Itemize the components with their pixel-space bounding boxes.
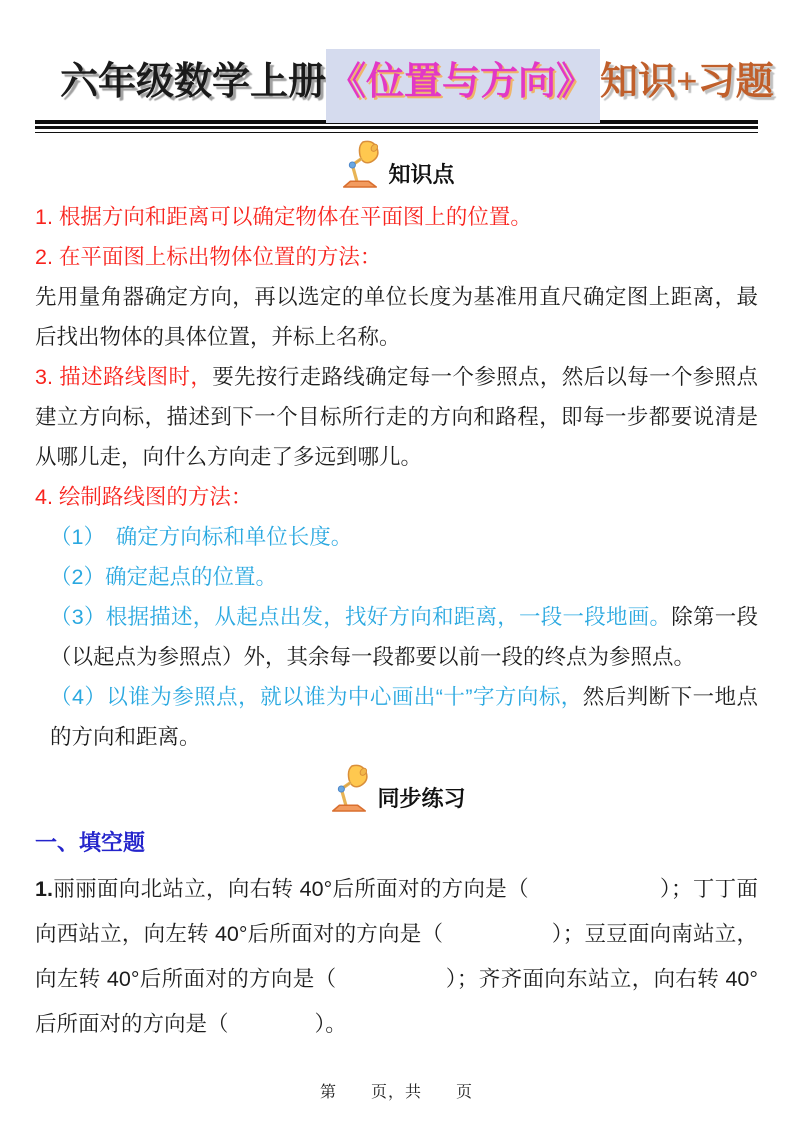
- knowledge-point-2-detail: [35, 277, 758, 357]
- text-segment: 先用量角器确定方向，再以选定的单位长度为基准用直尺确定图上距离，最后找出物体的具体位置，并标上名称。: [35, 284, 758, 349]
- text-segment: 1. 根据方向和距离可以确定物体在平面图上的位置。: [35, 204, 532, 229]
- divider-line-thin: [35, 132, 758, 133]
- practice-heading-row: [35, 759, 758, 815]
- text-segment: （4）以谁为参照点，就以谁为中心画出“十”字方向标，: [50, 684, 583, 709]
- text-segment: （3）根据描述，从起点出发，找好方向和距离，一段一段地画。: [50, 604, 672, 629]
- question-number: 1.: [35, 876, 53, 901]
- title-prefix: 六年级数学上册: [60, 61, 327, 103]
- practice-section: [35, 819, 758, 1047]
- knowledge-section: [35, 197, 758, 757]
- knowledge-point-4: [35, 477, 758, 517]
- divider-line-medium: [35, 126, 758, 129]
- title-suffix: 知识+习题: [600, 61, 774, 103]
- knowledge-point-1: [35, 197, 758, 237]
- knowledge-point-2: [35, 237, 758, 277]
- practice-heading-label: 同步练习: [377, 785, 466, 811]
- text-segment: 除第一段（以起点为参照点）外，其余每一段都要以前一段的终点为参照点。: [50, 604, 758, 669]
- desk-lamp-icon: [338, 139, 382, 191]
- knowledge-heading-row: [35, 135, 758, 191]
- text-segment: 2. 在平面图上标出物体位置的方法：: [35, 244, 382, 269]
- knowledge-substep-3: [35, 597, 758, 677]
- knowledge-substep-1: [35, 517, 758, 557]
- text-segment: 4. 绘制路线图的方法：: [35, 484, 253, 509]
- title-highlight: 《位置与方向》: [326, 49, 600, 123]
- text-segment: 然后判断下一地点的方向和距离。: [50, 684, 758, 749]
- text-segment: （2）确定起点的位置。: [50, 564, 277, 589]
- text-segment: 要先按行走路线确定每一个参照点，然后以每一个参照点建立方向标，描述到下一个目标所行走的方向和路程，即每一步都要说清是从哪儿走，向什么方向走了多远到哪儿。: [35, 364, 758, 469]
- page-title: [35, 60, 774, 106]
- question-text: 丽丽面向北站立，向右转 40°后所面对的方向是（ ）；丁丁面向西站立，向左转 40°后所面对的方向是（ ）；豆豆面向南站立，向左转 40°后所面对的方向是（ ）；齐齐面向东站立，向右转 40°后所面对的方向是（ ）。: [35, 876, 758, 1036]
- fill-in-blank-subheading: 一、填空题: [35, 829, 146, 855]
- text-segment: （1） 确定方向标和单位长度。: [50, 524, 353, 549]
- desk-lamp-icon: [327, 763, 371, 815]
- page-footer: 第 页，共 页: [319, 1084, 473, 1101]
- knowledge-heading-label: 知识点: [388, 161, 455, 187]
- text-segment: 3. 描述路线图时，: [35, 364, 213, 389]
- document-page: [35, 0, 774, 1047]
- knowledge-point-3: [35, 357, 758, 477]
- knowledge-substep-4: [35, 677, 758, 757]
- exercise-question-1: [35, 867, 758, 1047]
- knowledge-substep-2: [35, 557, 758, 597]
